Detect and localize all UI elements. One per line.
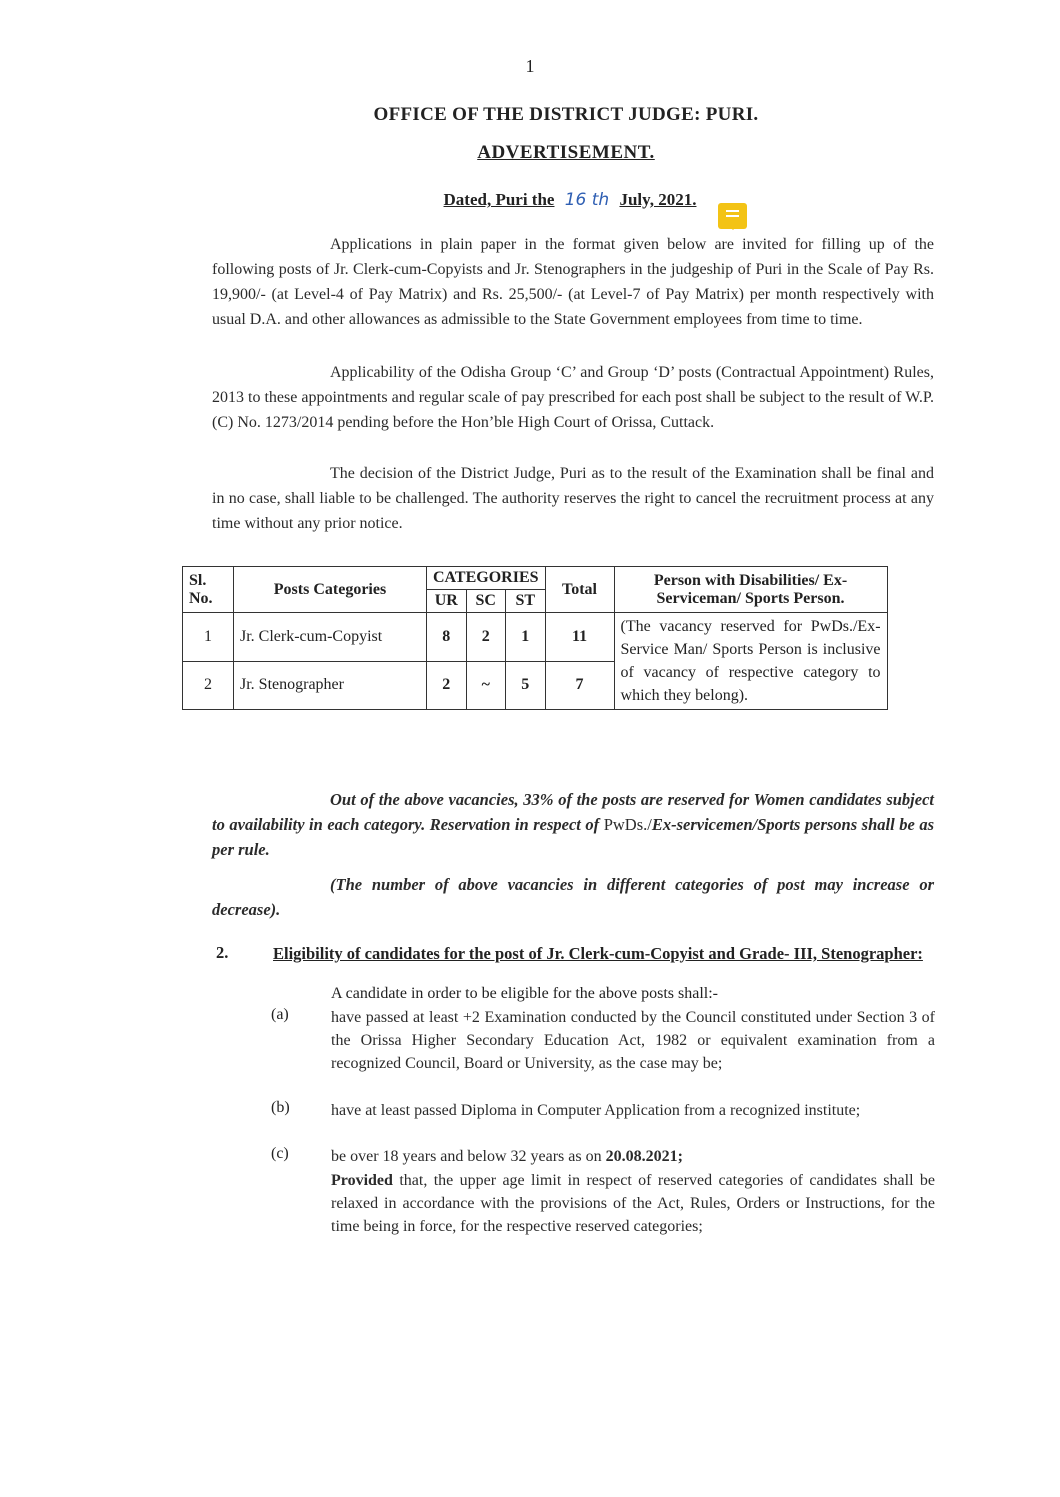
header-posts: Posts Categories (234, 567, 427, 613)
cell-ur: 2 (427, 661, 467, 710)
header-sc: SC (466, 590, 506, 613)
cell-st: 1 (506, 613, 546, 662)
comment-note-icon[interactable] (718, 203, 747, 229)
header-categories: CATEGORIES (427, 567, 546, 590)
cell-st: 5 (506, 661, 546, 710)
dated-suffix: July, 2021. (619, 190, 697, 209)
cell-post: Jr. Stenographer (234, 661, 427, 710)
header-ur: UR (427, 590, 467, 613)
header-st: ST (506, 590, 546, 613)
item-letter-a: (a) (271, 1006, 289, 1023)
vacancy-table (182, 566, 888, 710)
paragraph-applicability: Applicability of the Odisha Group ‘C’ and Group ‘D’ posts (Contractual Appointment) Rules, 2013 to these appointments and regular scale of pay prescribed for each post shall be subject to the result of W.P. (C) No. 1273/2014 pending before the Hon’ble High Court of Orissa, Cuttack. (212, 364, 934, 431)
table-row (183, 613, 888, 662)
header-total: Total (545, 567, 614, 613)
reservation-note-pwds: PwDs./ (603, 815, 652, 834)
paragraph-decision: The decision of the District Judge, Puri as to the result of the Examination shall be final and in no case, shall liable to be challenged. The authority reserves the right to cancel the recruitment process at any time without any prior notice. (212, 465, 934, 532)
dated-line (0, 190, 1060, 210)
cell-ur: 8 (427, 613, 467, 662)
cell-pwd-note: (The vacancy reserved for PwDs./Ex-Service Man/ Sports Person is inclusive of vacancy of respective category to which they belong). (614, 613, 887, 710)
reservation-note (212, 787, 934, 862)
item-text-b: have at least passed Diploma in Computer Application from a recognized institute; (331, 1102, 861, 1119)
item-letter-b: (b) (271, 1099, 290, 1116)
provided-label: Provided (331, 1172, 393, 1189)
item-letter-c: (c) (271, 1145, 289, 1162)
cell-sl: 1 (183, 613, 234, 662)
cell-total: 11 (545, 613, 614, 662)
advertisement-heading: ADVERTISEMENT. (477, 142, 655, 163)
provided-text: that, the upper age limit in respect of reserved categories of candidates shall be relaxed in accordance with the provisions of the Act, Rules, Orders or Instructions, for the time being in force, for the respective reserved categories; (331, 1172, 936, 1235)
section-title: Eligibility of candidates for the post of Jr. Clerk-cum-Copyist and Grade- III, Stenographer: (273, 944, 923, 963)
paragraph-applications: Applications in plain paper in the format given below are invited for filling up of the following posts of Jr. Clerk-cum-Copyists and Jr. Stenographers in the judgeship of Puri in the Scale of Pay Rs. 19,900/- (at Level-4 of Pay Matrix) and Rs. 25,500/- (at Level-7 of Pay Matrix) per month respectively with usual D.A. and other allowances as admissible to the State Government employees from time to time. (212, 236, 934, 328)
header-pwd: Person with Disabilities/ Ex-Serviceman/ Sports Person. (614, 567, 887, 613)
item-c-date: 20.08.2021 (605, 1148, 678, 1165)
table-header-row (183, 567, 888, 590)
header-sl-no: Sl. No. (183, 567, 234, 613)
reservation-note-tail: Ex-servicemen/Sports persons shall be as per rule. (212, 815, 934, 859)
cell-post: Jr. Clerk-cum-Copyist (234, 613, 427, 662)
section-intro: A candidate in order to be eligible for the above posts shall:- (331, 985, 718, 1002)
cell-sl: 2 (183, 661, 234, 710)
item-c-suffix: ; (677, 1148, 683, 1165)
handwritten-date: 16 th (564, 190, 610, 210)
item-text-c (331, 1145, 935, 1168)
page-number: 1 (525, 56, 535, 76)
dated-prefix: Dated, Puri the (443, 190, 555, 209)
provided-clause (331, 1169, 935, 1238)
office-title: OFFICE OF THE DISTRICT JUDGE: PURI. (373, 104, 759, 125)
cell-sc: 2 (466, 613, 506, 662)
cell-sc: ~ (466, 661, 506, 710)
item-c-prefix: be over 18 years and below 32 years as on (331, 1148, 602, 1165)
section-number: 2. (216, 943, 229, 962)
cell-total: 7 (545, 661, 614, 710)
variation-note: (The number of above vacancies in different categories of post may increase or decrease). (212, 875, 934, 919)
item-text-a: have passed at least +2 Examination conducted by the Council constituted under Section 3 of the Orissa Higher Secondary Education Act, 1982 or equivalent examination from a recognized Council, Board or University, as the case may be; (331, 1009, 935, 1072)
reservation-note-main: Out of the above vacancies, 33% of the posts are reserved for Women candidates subject to availability in each category. Reservation in respect of (212, 790, 934, 834)
